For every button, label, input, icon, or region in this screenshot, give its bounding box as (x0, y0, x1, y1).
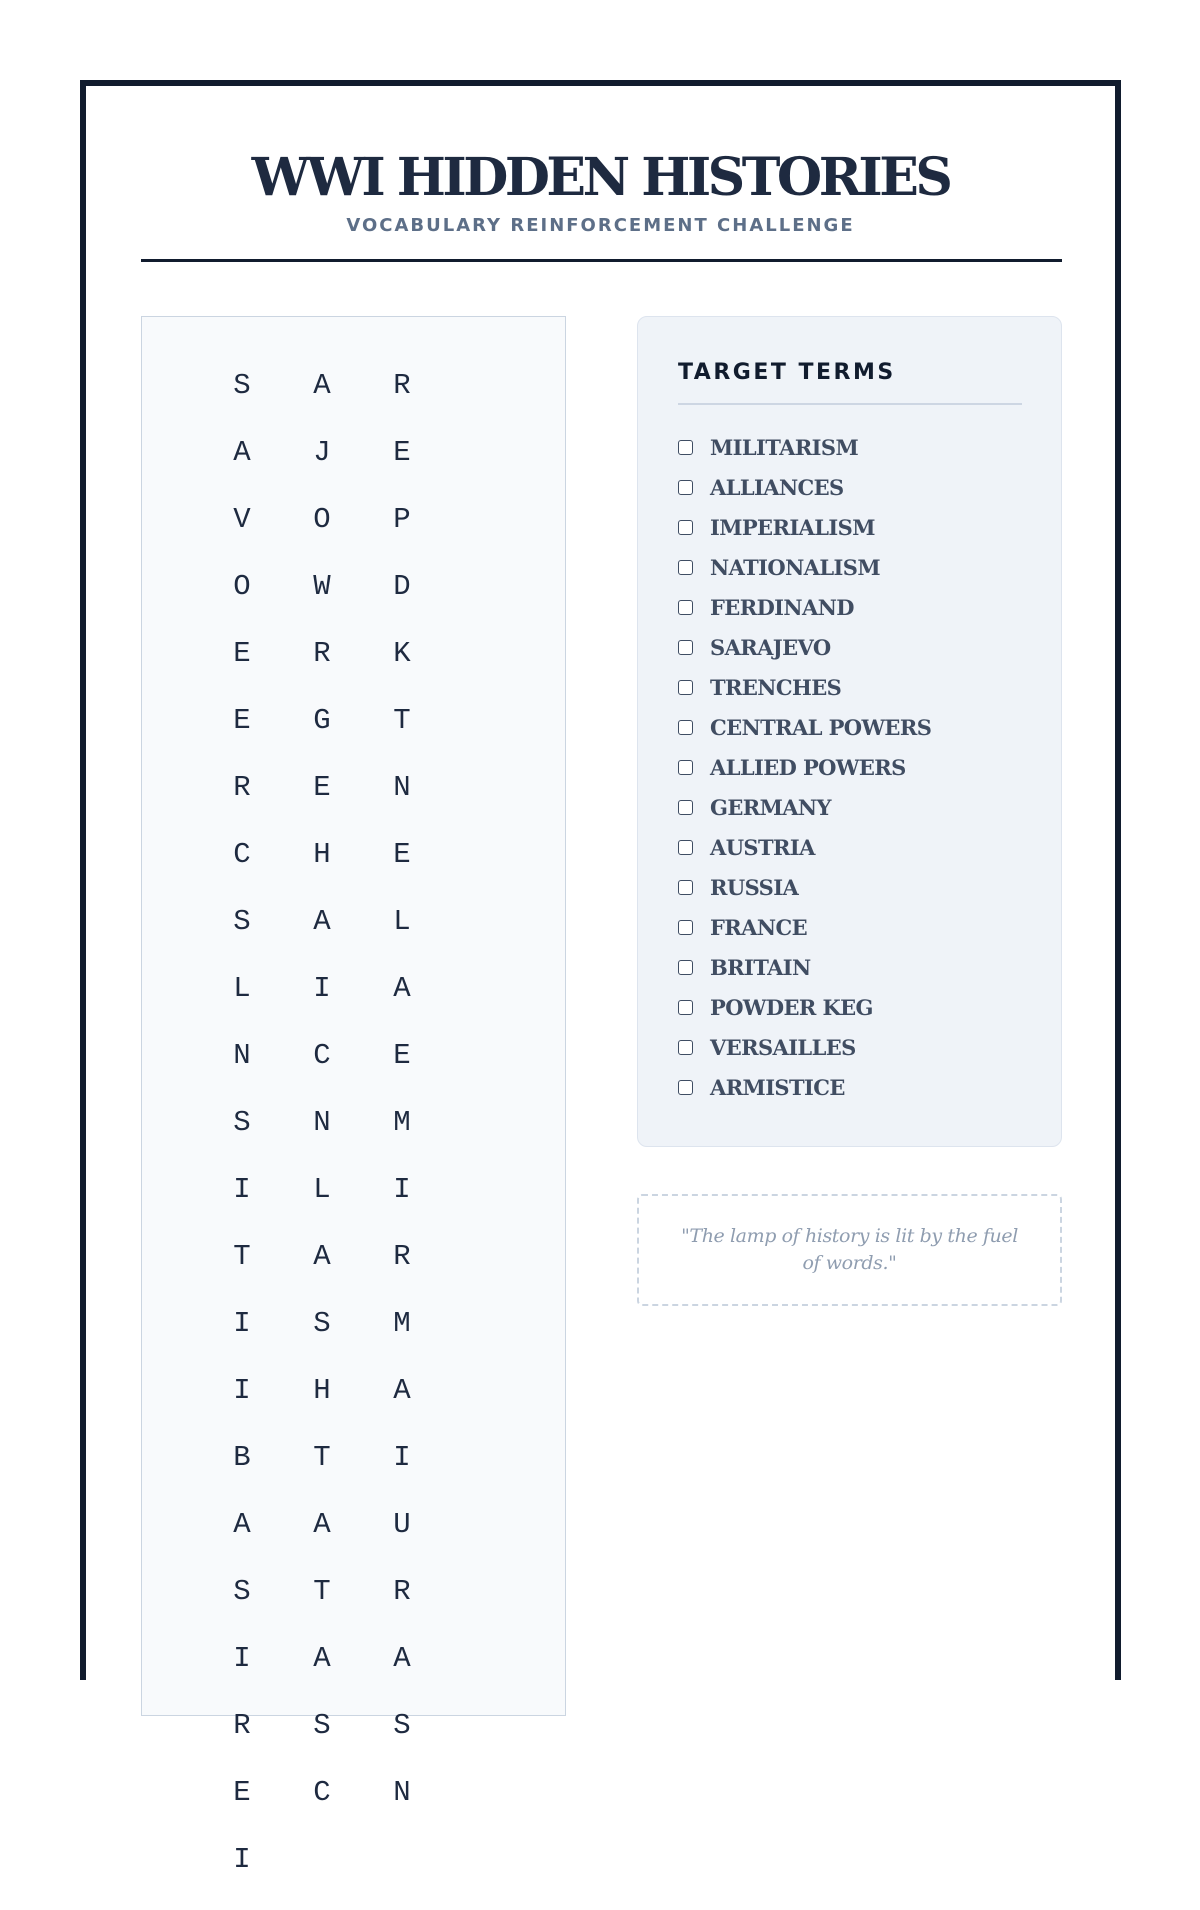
term-checkbox[interactable] (678, 920, 693, 935)
header-divider (141, 259, 1062, 262)
quote-box (637, 1194, 1062, 1306)
grid-letter[interactable]: R (233, 771, 251, 804)
grid-letter[interactable]: R (393, 1575, 411, 1608)
grid-letter[interactable]: I (313, 972, 331, 1005)
grid-letter[interactable]: D (393, 570, 411, 603)
grid-letter[interactable]: R (393, 1240, 411, 1273)
term-checkbox[interactable] (678, 600, 693, 615)
grid-letter[interactable]: A (393, 972, 411, 1005)
grid-letter[interactable]: A (393, 1374, 411, 1407)
term-item[interactable] (678, 667, 931, 707)
term-item[interactable] (678, 987, 931, 1027)
term-item[interactable] (678, 507, 931, 547)
page-title: WWI HIDDEN HISTORIES (251, 147, 950, 208)
grid-letter[interactable]: V (233, 503, 251, 536)
grid-letter[interactable]: T (393, 704, 411, 737)
grid-letter[interactable]: O (313, 503, 331, 536)
term-label: POWDER KEG (710, 994, 873, 1020)
term-label: ARMISTICE (710, 1074, 845, 1100)
term-checkbox[interactable] (678, 520, 693, 535)
grid-letter[interactable]: L (313, 1173, 331, 1206)
term-checkbox[interactable] (678, 720, 693, 735)
grid-letter[interactable]: N (393, 1776, 411, 1809)
term-checkbox[interactable] (678, 840, 693, 855)
grid-letter[interactable]: E (393, 436, 411, 469)
grid-letter[interactable]: A (313, 1508, 331, 1541)
grid-letter[interactable]: S (233, 905, 251, 938)
page-subtitle: VOCABULARY REINFORCEMENT CHALLENGE (346, 215, 855, 236)
grid-letter[interactable]: T (313, 1575, 331, 1608)
term-checkbox[interactable] (678, 560, 693, 575)
grid-letter[interactable]: A (313, 905, 331, 938)
term-label: TRENCHES (710, 674, 842, 700)
grid-letter[interactable]: A (233, 436, 251, 469)
grid-letter[interactable]: S (393, 1709, 411, 1742)
grid-letter[interactable]: S (313, 1307, 331, 1340)
term-item[interactable] (678, 707, 931, 747)
grid-letter[interactable]: N (393, 771, 411, 804)
grid-letter[interactable]: S (313, 1709, 331, 1742)
grid-letter[interactable]: E (393, 838, 411, 871)
grid-letter[interactable]: A (393, 1642, 411, 1675)
grid-letter[interactable]: E (233, 1776, 251, 1809)
term-item[interactable] (678, 907, 931, 947)
worksheet-page (80, 80, 1121, 1876)
term-label: VERSAILLES (710, 1034, 856, 1060)
grid-letter[interactable]: E (233, 637, 251, 670)
grid-letter[interactable]: L (233, 972, 251, 1005)
term-label: ALLIED POWERS (710, 754, 906, 780)
term-checkbox[interactable] (678, 640, 693, 655)
grid-letter[interactable]: S (233, 1106, 251, 1139)
term-item[interactable] (678, 747, 931, 787)
grid-letter[interactable]: M (393, 1307, 411, 1340)
term-item[interactable] (678, 1067, 931, 1107)
grid-letter[interactable]: T (313, 1441, 331, 1474)
grid-letter[interactable]: N (313, 1106, 331, 1139)
term-label: RUSSIA (710, 874, 799, 900)
term-label: FERDINAND (710, 594, 854, 620)
term-label: GERMANY (710, 794, 831, 820)
target-terms-heading: TARGET TERMS (678, 360, 896, 385)
grid-letter[interactable]: T (233, 1240, 251, 1273)
term-checkbox[interactable] (678, 440, 693, 455)
grid-letter[interactable]: E (233, 704, 251, 737)
grid-letter[interactable]: M (393, 1106, 411, 1139)
term-checkbox[interactable] (678, 680, 693, 695)
target-terms-list (678, 427, 931, 1107)
grid-letter[interactable]: C (313, 1776, 331, 1809)
term-item[interactable] (678, 427, 931, 467)
term-item[interactable] (678, 787, 931, 827)
term-label: SARAJEVO (710, 634, 831, 660)
grid-letter[interactable]: A (313, 1642, 331, 1675)
grid-letter[interactable]: I (233, 1374, 251, 1407)
grid-letter[interactable]: A (313, 369, 331, 402)
grid-letter[interactable]: E (393, 1039, 411, 1072)
term-label: MILITARISM (710, 434, 859, 460)
grid-letter[interactable]: N (233, 1039, 251, 1072)
term-label: CENTRAL POWERS (710, 714, 932, 740)
grid-letter[interactable]: R (233, 1709, 251, 1742)
term-label: BRITAIN (710, 954, 811, 980)
term-checkbox[interactable] (678, 480, 693, 495)
grid-letter[interactable]: S (233, 1575, 251, 1608)
term-checkbox[interactable] (678, 960, 693, 975)
term-checkbox[interactable] (678, 1000, 693, 1015)
grid-letter[interactable]: J (313, 436, 331, 469)
term-item[interactable] (678, 627, 931, 667)
target-terms-divider (678, 403, 1022, 405)
grid-letter[interactable]: R (313, 637, 331, 670)
letter-grid (141, 316, 566, 1876)
grid-letter[interactable]: L (393, 905, 411, 938)
grid-letter[interactable]: G (313, 704, 331, 737)
grid-letter[interactable]: I (393, 1441, 411, 1474)
term-item[interactable] (678, 547, 931, 587)
term-label: NATIONALISM (710, 554, 880, 580)
quote-text: "The lamp of history is lit by the fuel of words." (681, 1225, 1018, 1274)
term-checkbox[interactable] (678, 1080, 693, 1095)
term-item[interactable] (678, 827, 931, 867)
target-terms-panel (637, 316, 1062, 1147)
grid-letter[interactable]: U (393, 1508, 411, 1541)
grid-letter[interactable]: B (233, 1441, 251, 1474)
grid-letter[interactable]: R (393, 369, 411, 402)
grid-letter[interactable]: W (313, 570, 331, 603)
term-item[interactable] (678, 1027, 931, 1067)
grid-letter[interactable]: E (313, 771, 331, 804)
grid-letter[interactable]: I (233, 1843, 251, 1876)
term-label: ALLIANCES (710, 474, 844, 500)
term-checkbox[interactable] (678, 760, 693, 775)
term-checkbox[interactable] (678, 880, 693, 895)
grid-letter[interactable]: A (313, 1240, 331, 1273)
grid-letter[interactable]: H (313, 1374, 331, 1407)
term-label: IMPERIALISM (710, 514, 875, 540)
term-item[interactable] (678, 947, 931, 987)
term-checkbox[interactable] (678, 800, 693, 815)
grid-letter[interactable]: C (313, 1039, 331, 1072)
grid-letter[interactable]: O (233, 570, 251, 603)
grid-letter[interactable]: K (393, 637, 411, 670)
term-label: AUSTRIA (710, 834, 815, 860)
grid-letter[interactable]: I (393, 1173, 411, 1206)
grid-letter[interactable]: H (313, 838, 331, 871)
grid-letter[interactable]: S (233, 369, 251, 402)
term-label: FRANCE (710, 914, 807, 940)
grid-letter[interactable]: C (233, 838, 251, 871)
grid-letter[interactable]: I (233, 1173, 251, 1206)
term-item[interactable] (678, 587, 931, 627)
term-item[interactable] (678, 867, 931, 907)
grid-letter[interactable]: I (233, 1307, 251, 1340)
grid-letter[interactable]: A (233, 1508, 251, 1541)
grid-letter[interactable]: I (233, 1642, 251, 1675)
term-checkbox[interactable] (678, 1040, 693, 1055)
grid-letter[interactable]: P (393, 503, 411, 536)
term-item[interactable] (678, 467, 931, 507)
